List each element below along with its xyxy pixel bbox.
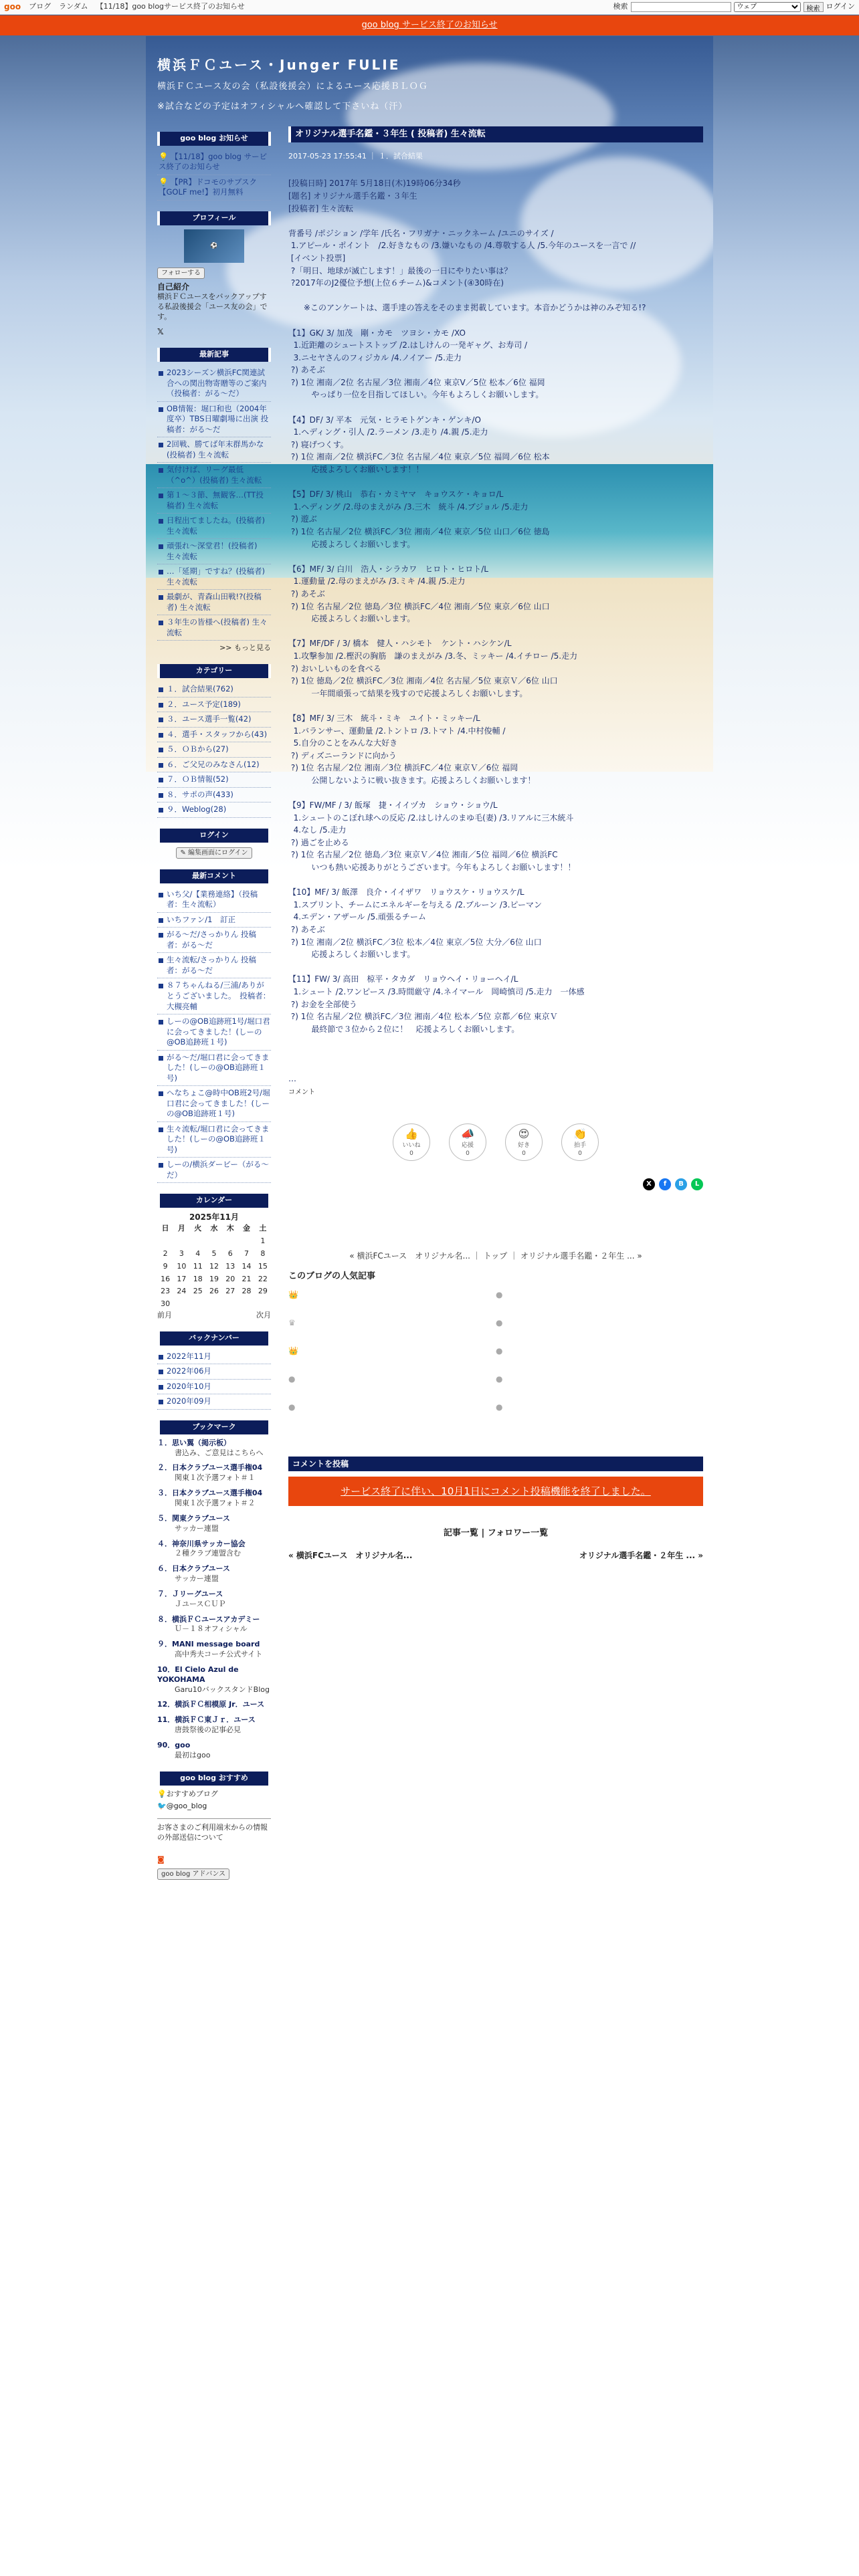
profile-name: 自己紹介 <box>157 282 190 292</box>
x-share-icon[interactable]: X <box>643 1178 655 1190</box>
calendar-table: 日 月 火 水 木 金 土 1 2 3 4 5 6 7 8 9 10 11 12 13 14 15 16 17 18 19 20 21 22 23 24 25 26 27 28 29 30 <box>161 1224 268 1309</box>
backnumber-item[interactable]: 2022年11月 <box>157 1350 271 1365</box>
thumbs-up-icon: 👍 <box>405 1128 418 1141</box>
popular-item[interactable] <box>496 1317 703 1328</box>
category-item[interactable]: ４．選手・スタッフから(43) <box>157 728 271 743</box>
recent-item[interactable]: 2回戦、勝てば年末群馬かな(投稿者) 生々流転 <box>157 437 271 463</box>
clap-icon: 👏 <box>573 1128 587 1141</box>
profile-box <box>157 211 271 337</box>
site-note: ※試合などの予定はオフィシャルへ確認して下さいね（汗） <box>157 101 408 112</box>
rank-icon: ● <box>496 1402 503 1412</box>
comments-closed-banner[interactable]: サービス終了に伴い、10月1日にコメント投稿機能を終了しました。 <box>288 1477 703 1506</box>
heart-eyes-icon: 😍 <box>518 1128 530 1141</box>
popular-item[interactable] <box>496 1402 703 1412</box>
post-meta: 2017-05-23 17:55:41 ｜ １．試合結果 <box>288 151 423 160</box>
bookmark-heading: ブックマーク <box>157 1420 271 1434</box>
backnumber-item[interactable]: 2020年09月 <box>157 1394 271 1410</box>
profile-image: ⚽ <box>184 229 244 263</box>
backnumber-heading: バックナンバー <box>157 1331 271 1346</box>
comment-item[interactable]: ８７ちゃんねる/三浦/ありがとうございました。 投稿者：大槻亮輔 <box>157 978 271 1014</box>
recent-heading: 最新記事 <box>157 348 271 362</box>
info-box <box>157 132 271 201</box>
rank-icon: ● <box>496 1317 503 1327</box>
sidebar <box>157 132 271 1891</box>
info-item[interactable]: 💡 【11/18】goo blog サービス終了のお知らせ <box>157 150 271 175</box>
reaction-like[interactable]: 👍 いいね 0 <box>393 1123 430 1161</box>
service-notice-bar <box>0 15 859 35</box>
comments-heading: 最新コメント <box>157 869 271 883</box>
top-bar <box>0 0 859 15</box>
bronze-crown-icon: 👑 <box>288 1346 298 1356</box>
search-button[interactable]: 検索 <box>803 2 824 12</box>
backnumber-item[interactable]: 2020年10月 <box>157 1380 271 1395</box>
comment-item[interactable]: いち父/【業務連絡】（投稿者：生々流転） <box>157 887 271 913</box>
category-item[interactable]: １．試合結果(762) <box>157 682 271 697</box>
post-title[interactable]: オリジナル選手名鑑・３年生 ( 投稿者) 生々流転 <box>288 126 703 142</box>
comment-item[interactable]: いちファン/1 訂正 <box>157 913 271 928</box>
service-notice-link[interactable]: goo blog サービス終了のお知らせ <box>361 20 498 31</box>
main-content <box>288 126 703 1561</box>
bookmark-item[interactable]: ５．関東クラブユース サッカー連盟 <box>157 1513 230 1533</box>
twitter-link[interactable]: 🐦@goo_blog <box>157 1802 207 1811</box>
bookmark-item[interactable]: ９．MANI message board 高中秀夫コーチ公式サイト <box>157 1640 263 1659</box>
comment-item[interactable]: 生々流転/堀口君に会ってきました！(しーの@OB追跡班１号) <box>157 1122 271 1158</box>
rank-icon: ● <box>496 1289 503 1299</box>
recent-item[interactable]: …「延期」ですね？(投稿者) 生々流転 <box>157 564 271 590</box>
popular-item[interactable] <box>496 1374 703 1384</box>
category-item[interactable]: ９．Weblog(28) <box>157 802 271 818</box>
backnumber-item[interactable]: 2022年06月 <box>157 1364 271 1380</box>
category-heading: カテゴリー <box>157 664 271 678</box>
calendar-box <box>157 1194 271 1321</box>
reaction-love[interactable]: 😍 好き 0 <box>505 1123 543 1161</box>
comment-item[interactable]: しーの@OB追跡班1号/堀口君に会ってきました！(しーの@OB追跡班１号) <box>157 1014 271 1051</box>
recent-item[interactable]: OB情報：堀口和也（2004年度卒）TBS日曜劇場に出演 投稿者：がる～だ <box>157 402 271 438</box>
info-item[interactable]: 💡 【PR】ドコモのサブスク【GOLF me!】初月無料 <box>157 175 271 201</box>
bookmark-item[interactable]: １．思い翼（掲示板） 書込み、ご意見はこちらへ <box>157 1438 264 1457</box>
goo-logo[interactable]: goo <box>4 2 21 12</box>
recent-item[interactable]: ３年生の皆様へ(投稿者) 生々流転 <box>157 615 271 641</box>
popular-item[interactable] <box>288 1346 496 1354</box>
next-post-link[interactable]: オリジナル選手名鑑・２年生 ... » <box>579 1550 703 1560</box>
x-icon[interactable]: 𝕏 <box>157 326 164 336</box>
calendar-next[interactable]: 次月 <box>256 1311 271 1320</box>
login-link[interactable]: ログイン <box>826 2 855 11</box>
privacy-note[interactable]: お客さまのご利用端末からの情報の外部送信について <box>157 1818 271 1843</box>
category-box <box>157 664 271 817</box>
popular-item[interactable] <box>288 1317 496 1325</box>
reaction-cheer[interactable]: 📣 応援 0 <box>449 1123 486 1161</box>
more-link[interactable]: >> もっと見る <box>219 643 271 653</box>
site-description: 横浜ＦＣユース友の会（私設後援会）によるユース応援ＢＬＯＧ <box>157 82 428 92</box>
popular-item[interactable] <box>288 1402 496 1412</box>
site-title[interactable]: 横浜ＦＣユース・Junger FULIE <box>157 57 401 73</box>
category-item[interactable]: ７．ＯＢ情報(52) <box>157 772 271 788</box>
bookmark-item[interactable]: ４．神奈川県サッカー協会 ２種クラブ連盟含む <box>157 1539 246 1558</box>
share-buttons <box>288 1178 703 1190</box>
comment-count-label[interactable]: コメント <box>288 1088 315 1096</box>
post-pager[interactable]: « 横浜FCユース オリジナル名... ｜ トップ ｜ オリジナル選手名鑑・２年生 ... » <box>349 1251 642 1261</box>
post-body: [投稿日時] 2017年 5月18日(木)19時06分34秒 [題名] オリジナル選手名鑑・３年生 [投稿者] 生々流転 背番号 /ポジション /学年 /氏名・フリガナ・ニックネーム /ユニのサイズ / 1.アピール・ポイント /2.好きなもの /3.嫌いなもの /4.尊敬する人 /5.今年のユースを一言で // [イベント投票] ?「明日、地球が滅亡します！」最後の一日にやりたい事は？ ?2017年のJ2優位予想(上位６チーム)&コメント(④30時在) ※このアンケートは、選手達の答えをそのまま掲載しています。本音かどうかは神のみぞ知る!? 【1】GK/ 3/ 加茂 剛・カモ ツヨシ・カモ /XO 1.近距離のシュートストップ /2.はしけんの一発ギャグ、お寿司 / 3.ニセヤさんのフィジカル /4.ノイアー /5.走力 ?) あそぶ ?) 1位 湘南／2位 名古屋／3位 湘南／4位 東京V／5位 松本／6位 福岡 やっぱり一位を目指してほしい。今年もよろしくお願いします。 【4】DF/ 3/ 平本 元気・ヒラモトゲンキ・ゲンキ/O 1.ヘディング・引人 /2.ラーメン /3.走り /4.親 /5.走力 ?) 寝げつくす。 ?) 1位 湘南／2位 横浜FC／3位 名古屋／4位 東京／5位 福岡／6位 松本 応援よろしくお願いします！！ 【5】DF/ 3/ 桃山 恭右・カミヤマ キョウスケ・キョロ/L 1.ヘディング /2.母のまえがみ /3.三木 統斗 /4.ブジョル /5.走力 ?) 遊ぶ ?) 1位 名古屋／2位 横浜FC／3位 湘南／4位 東京／5位 山口／6位 徳島 応援よろしくお願いします。 【6】MF/ 3/ 白川 浩人・シラカワ ヒロト・ヒロト/L 1.運動量 /2.母のまえがみ /3.ミキ /4.親 /5.走力 ?) あそぶ ?) 1位 名古屋／2位 徳島／3位 横浜FC／4位 湘南／5位 東京／6位 山口 応援よろしくお願いします。 【7】MF/DF / 3/ 橋本 健人・ハシモト ケント・ハシケン/L 1.攻撃参加 /2.樫沢の胸筋 謙のまえがみ /3.冬、ミッキー /4.イチロー /5.走力 ?) おいしいものを食べる ?) 1位 徳島／2位 横浜FC／3位 湘南／4位 名古屋／5位 東京Ｖ／6位 山口 一年間頑張って結果を残すので応援よろしくお願いします。 【8】MF/ 3/ 三木 統斗・ミキ ユイト・ミッキー/L 1.バランサー、運動量 /2.トントロ /3.トマト /4.中村俊輔 / 5.自分のことをみんな大好き ?) ディズニーランドに向かう ?) 1位 名古屋／2位 湘南／3位 横浜FC／4位 東京Ｖ／6位 福岡 公開しないように戦い抜きます。応援よろしくお願いします！ 【9】FW/MF / 3/ 飯塚 捷・イイヅカ ショウ・ショウ/L 1.シュートのこぼれ球への反応 /2.はしけんのまゆ毛(妻) /3.リアルに三木統斗 4.なし /5.走力 ?) 過ごを止める ?) 1位 名古屋／2位 徳島／3位 東京Ｖ／4位 湘南／5位 福岡／6位 横浜FC いつも熱い応援ありがとうございます。今年もよろしくお願いします！！ 【10】MF/ 3/ 飯澤 良介・イイザワ リョウスケ・リョウスケ/L 1.スプリント、チームにエネルギーを与える /2.ブルーン /3.ピーマン 4.エデン・アザール /5.頑張るチーム ?) あそぶ ?) 1位 湘南／2位 横浜FC／3位 松本／4位 東京／5位 大分／6位 山口 応援よろしくお願いします。 【11】FW/ 3/ 高田 椋平・タカダ リョウヘイ・リョーヘイ/L 1.シュート /2.ワンピース /3.時間厳守 /4.ネイマール 岡崎慎司 /5.走力 一体感 ?) お金を全部使う ?) 1位 名古屋／2位 横浜FC／3位 湘南／4位 松本／5位 京都／6位 東京Ｖ 最終節で３位から２位に！ 応援よろしくお願いします。 … <box>288 179 646 1084</box>
category-item[interactable]: ６．ご父兄のみなさん(12) <box>157 758 271 773</box>
advance-badge[interactable]: goo blog アドバンス <box>157 1868 229 1881</box>
comment-item[interactable]: 生々流転/さっかりん 投稿者：がる～だ <box>157 953 271 978</box>
post-nav <box>288 1550 703 1561</box>
bookmark-item[interactable]: 12．横浜ＦＣ相模原 Jr．ユース <box>157 1700 265 1709</box>
bulb-icon: 💡 <box>159 151 169 161</box>
bulb-icon: 💡 <box>159 177 169 187</box>
comment-item[interactable]: がる～だ/堀口君に会ってきました！(しーの@OB追跡班１号) <box>157 1051 271 1087</box>
recommend-heading: goo blog おすすめ <box>157 1772 271 1786</box>
facebook-share-icon[interactable]: f <box>659 1178 671 1190</box>
login-heading: ログイン <box>157 829 271 843</box>
recommend-box <box>157 1772 271 1881</box>
login-box <box>157 829 271 859</box>
megaphone-icon: 📣 <box>461 1128 474 1141</box>
reaction-buttons <box>288 1123 703 1161</box>
reaction-clap[interactable]: 👏 拍手 0 <box>561 1123 599 1161</box>
prev-post-link[interactable]: « 横浜FCユース オリジナル名... <box>288 1550 413 1560</box>
bookmark-item[interactable]: ２．日本クラブユース選手権04 関東１次予選フォト＃１ <box>157 1463 263 1483</box>
edit-login-button[interactable]: ✎ 編集画面にログイン <box>176 847 252 859</box>
category-item[interactable]: ２．ユース予定(189) <box>157 697 271 713</box>
gold-crown-icon: 👑 <box>288 1289 298 1299</box>
recommend-blog-link[interactable]: 💡おすすめブログ <box>157 1789 218 1798</box>
calendar-heading: カレンダー <box>157 1194 271 1208</box>
search-input[interactable] <box>631 2 731 12</box>
comment-item[interactable]: しーの/横浜ダービー（がる～だ） <box>157 1158 271 1183</box>
rank-icon: ● <box>288 1402 296 1412</box>
search-type-select[interactable] <box>734 2 801 12</box>
popular-item[interactable] <box>288 1374 496 1384</box>
bookmark-item[interactable]: ８．横浜ＦＣユースアカデミー Ｕ－１８オフィシャル <box>157 1614 260 1634</box>
bookmark-item[interactable]: 10．El Cielo Azul de YOKOHAMA Garu10バックスタンドBlog <box>157 1665 270 1694</box>
category-item[interactable]: ３．ユース選手一覧(42) <box>157 712 271 728</box>
line-share-icon[interactable]: L <box>691 1178 703 1190</box>
bookmark-item[interactable]: 11．横浜ＦＣ東Ｊｒ．ユース 唐鼓祭後の記事必見 <box>157 1715 256 1735</box>
bookmark-box <box>157 1420 271 1761</box>
search-label: 検索 <box>613 2 628 11</box>
recent-item[interactable]: 日程出てましたね。(投稿者) 生々流転 <box>157 514 271 539</box>
rank-icon: ● <box>288 1374 296 1384</box>
recent-posts-box <box>157 348 271 653</box>
bookmark-item[interactable]: ３．日本クラブユース選手権04 関東１次予選フォト＃２ <box>157 1489 263 1507</box>
popular-posts <box>288 1271 703 1430</box>
bulb-icon: 💡 <box>157 1789 167 1798</box>
recent-item[interactable]: 最劇が、青森山田戦!?(投稿者) 生々流転 <box>157 590 271 615</box>
popular-heading: このブログの人気記事 <box>288 1271 376 1282</box>
comment-form-heading: コメントを投稿 <box>288 1457 703 1471</box>
comment-item[interactable]: がる～だ/さっかりん 投稿者：がる～だ <box>157 928 271 953</box>
site-header <box>157 56 699 112</box>
popular-item[interactable] <box>496 1346 703 1356</box>
recent-comments-box <box>157 869 271 1183</box>
twitter-icon: 🐦 <box>157 1802 167 1811</box>
bookmark-item[interactable]: ７．Ｊリーグユース ＪユースＣＵＰ <box>157 1589 226 1608</box>
list-links[interactable]: 記事一覧 | フォロワー一覧 <box>443 1528 549 1539</box>
follow-button[interactable]: フォローする <box>157 267 205 280</box>
silver-crown-icon: ♛ <box>288 1317 296 1327</box>
top-link-random[interactable]: ランダム <box>59 2 88 11</box>
search-area <box>613 2 855 12</box>
popular-item[interactable] <box>496 1289 703 1300</box>
calendar-title: 2025年11月 <box>189 1212 240 1222</box>
hatena-share-icon[interactable]: B <box>675 1178 687 1190</box>
rss-icon[interactable]: ◙ <box>157 1854 165 1864</box>
category-item[interactable]: ５．ＯＢから(27) <box>157 742 271 758</box>
profile-text: 横浜ＦＣユースをバックアップする私設後援会「ユース友の会」です。 <box>157 292 268 322</box>
top-link-notice[interactable]: 【11/18】goo blogサービス終了のお知らせ <box>96 2 245 11</box>
rank-icon: ● <box>496 1346 503 1356</box>
info-heading: goo blog お知らせ <box>157 132 271 146</box>
recent-item[interactable]: 頑張れ～深堂君！(投稿者) 生々流転 <box>157 539 271 564</box>
bookmark-item[interactable]: 90．goo 最初はgoo <box>157 1741 211 1759</box>
category-item[interactable]: ８．サポの声(433) <box>157 788 271 803</box>
recent-item[interactable]: 第１～３節、無観客…(TT投稿者) 生々流転 <box>157 488 271 514</box>
recent-item[interactable]: 2023シーズン横浜FC関連試合への関出物寄贈等のご案内（投稿者：がる～だ） <box>157 366 271 402</box>
recent-item[interactable]: 気付けば、リーグ最低（^o^）(投稿者) 生々流転 <box>157 463 271 488</box>
bookmark-item[interactable]: ６．日本クラブユース サッカー連盟 <box>157 1564 230 1584</box>
popular-item[interactable] <box>288 1289 496 1297</box>
rank-icon: ● <box>496 1374 503 1384</box>
calendar-prev[interactable]: 前月 <box>157 1311 172 1320</box>
backnumber-box <box>157 1331 271 1410</box>
top-link-blog[interactable]: ブログ <box>29 2 52 11</box>
comment-item[interactable]: ヘなちょこ@時中OB班2号/堀口君に会ってきました！(しーの@OB追跡班１号) <box>157 1086 271 1122</box>
profile-heading: プロフィール <box>157 211 271 225</box>
